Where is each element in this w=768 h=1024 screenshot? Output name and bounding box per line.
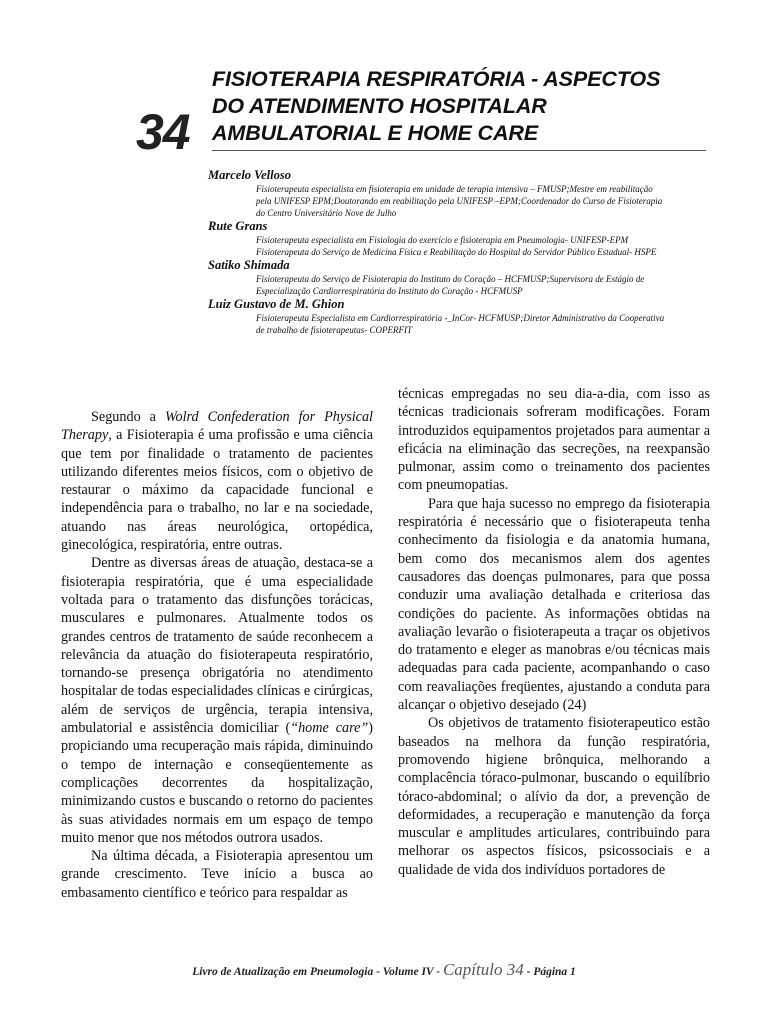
affiliation-line: Fisioterapeuta especialista em fisioterapia em unidade de terapia intensiva – FMUSP;Mestre em reabilitação bbox=[256, 184, 653, 194]
page-footer bbox=[0, 960, 768, 980]
body-paragraph bbox=[61, 554, 373, 847]
body-paragraph: Os objetivos de tratamento fisioterapeutico estão baseados na melhora da função respiratória, promovendo higiene brônquica, melhorando a complacência tóraco-pulmonar, buscando o equilíbrio tóraco-abdominal; o alívio da dor, a prevenção de deformidades, a recuperação e manutenção da força muscular e amplitudes articulares, contribuindo para melhorar os aspectos físicos, psicossociais e a qualidade de vida dos indivíduos portadores de bbox=[398, 715, 710, 878]
author-affiliation bbox=[256, 234, 708, 258]
body-column-right bbox=[398, 385, 710, 879]
affiliation-line: Fisioterapeuta do Serviço de Medicina Física e Reabilitação do Hospital do Servidor Público Estadual- HSPE bbox=[256, 247, 657, 257]
chapter-title-line: DO ATENDIMENTO HOSPITALAR bbox=[212, 94, 547, 118]
text-run: , a Fisioterapia é uma profissão e uma ciência que tem por finalidade o tratamento de pacientes utilizando diferentes meios físicos, com o objetivo de restaurar o máximo da capacidade funcional e independência para o trabalho, no lar e na sociedade, atuando nas áreas neurológica, ortopédica, ginecológica, respiratória, entre outras. bbox=[61, 427, 373, 554]
author-affiliation bbox=[256, 273, 708, 297]
affiliation-line: Fisioterapeuta Especialista em Cardiorrespiratória -_InCor- HCFMUSP;Diretor Administrativo da Cooperativa bbox=[256, 313, 665, 323]
author-entry bbox=[208, 297, 708, 336]
body-paragraph: Na última década, a Fisioterapia apresentou um grande crescimento. Teve início a busca ao embasamento científico e teórico para respaldar as bbox=[61, 848, 373, 901]
affiliation-line: do Centro Universitário Nove de Julho bbox=[256, 208, 397, 218]
footer-page-number: - Página 1 bbox=[523, 966, 576, 978]
affiliation-line: Fisioterapeuta especialista em Fisiologia do exercício e fisioterapia em Pneumologia- UNIFESP-EPM bbox=[256, 235, 629, 245]
author-name: Satiko Shimada bbox=[208, 258, 290, 272]
body-paragraph: Para que haja sucesso no emprego da fisioterapia respiratória é necessário que o fisioterapeuta tenha conhecimento da fisiologia e da anatomia humana, bem como dos mecanismos alem dos agentes causadores das doenças pulmonares, para que possa conduzir uma avaliação detalhada e criteriosa das condições do paciente. As informações obtidas na avaliação levarão o fisioterapeuta a traçar os objetivos do tratamento e eleger as manobras e/ou técnicas mais adequadas para cada paciente, acompanhando o caso com reavaliações freqüentes, ajustando a conduta para alcançar o objetivo desejado (24) bbox=[398, 495, 710, 714]
author-affiliation bbox=[256, 312, 708, 336]
chapter-title-line: FISIOTERAPIA RESPIRATÓRIA - ASPECTOS bbox=[212, 67, 661, 91]
affiliation-line: de trabalho de fisioterapeutas- COPERFIT bbox=[256, 325, 412, 335]
author-name: Rute Grans bbox=[208, 219, 268, 233]
title-divider bbox=[212, 150, 706, 151]
text-run: Dentre as diversas áreas de atuação, destaca-se a fisioterapia respiratória, que é uma especialidade voltada para o tratamento das disfunções torácicas, musculares e pulmonares. Atualmente todos os grandes centros de tratamento de saúde reconhecem a relevância da atuação do fisioterapeuta respiratório, tornando-se presença obrigatória no atendimento hospitalar de todas especialidades clínicas e cirúrgicas, além de serviços de urgência, terapia intensiva, ambulatorial e assistência domiciliar ( bbox=[61, 555, 373, 737]
body-paragraph: técnicas empregadas no seu dia-a-dia, com isso as técnicas tradicionais sofreram modificações. Foram introduzidos equipamentos projetados para aumentar a eficácia na eliminação das secreções, na reexpansão pulmonar, assim como o treinamento dos pacientes com pneumopatias. bbox=[398, 386, 710, 494]
affiliation-line: Especialização Cardiorrespiratória do Instituto do Coração - HCFMUSP bbox=[256, 286, 523, 296]
author-name: Marcelo Velloso bbox=[208, 168, 291, 182]
author-entry bbox=[208, 219, 708, 258]
chapter-title bbox=[212, 66, 712, 147]
text-run: Segundo a bbox=[91, 409, 165, 425]
italic-text: Wolrd Confederation for Physical Therapy bbox=[61, 409, 373, 444]
author-name: Luiz Gustavo de M. Ghion bbox=[208, 297, 345, 311]
author-entry bbox=[208, 258, 708, 297]
text-run: ) propiciando uma recuperação mais rápida, diminuindo o tempo de internação e conseqüentemente as complicações decorrentes da hospitalização, minimizando custos e buscando o retorno do pacientes às suas atividades normais em um espaço de tempo muito menor que nos métodos outrora usados. bbox=[61, 720, 374, 846]
affiliation-line: Fisioterapeuta do Serviço de Fisioterapia do Instituto do Coração – HCFMUSP;Supervisora de Estágio de bbox=[256, 274, 645, 284]
affiliation-line: pela UNIFESP EPM;Doutorando em reabilitação pela UNIFESP –EPM;Coordenador do Curso de Fisioterapia bbox=[256, 196, 663, 206]
chapter-number: 34 bbox=[136, 104, 190, 160]
body-column-left bbox=[61, 408, 373, 902]
italic-text: “home care” bbox=[290, 720, 369, 737]
chapter-title-line: AMBULATORIAL E HOME CARE bbox=[212, 121, 539, 145]
author-affiliation bbox=[256, 183, 708, 219]
author-list bbox=[208, 168, 708, 336]
footer-book-title: Livro de Atualização em Pneumologia - Volume IV - bbox=[192, 966, 443, 978]
author-entry bbox=[208, 168, 708, 219]
footer-chapter: Capítulo 34 bbox=[442, 960, 524, 979]
body-paragraph bbox=[61, 408, 373, 554]
